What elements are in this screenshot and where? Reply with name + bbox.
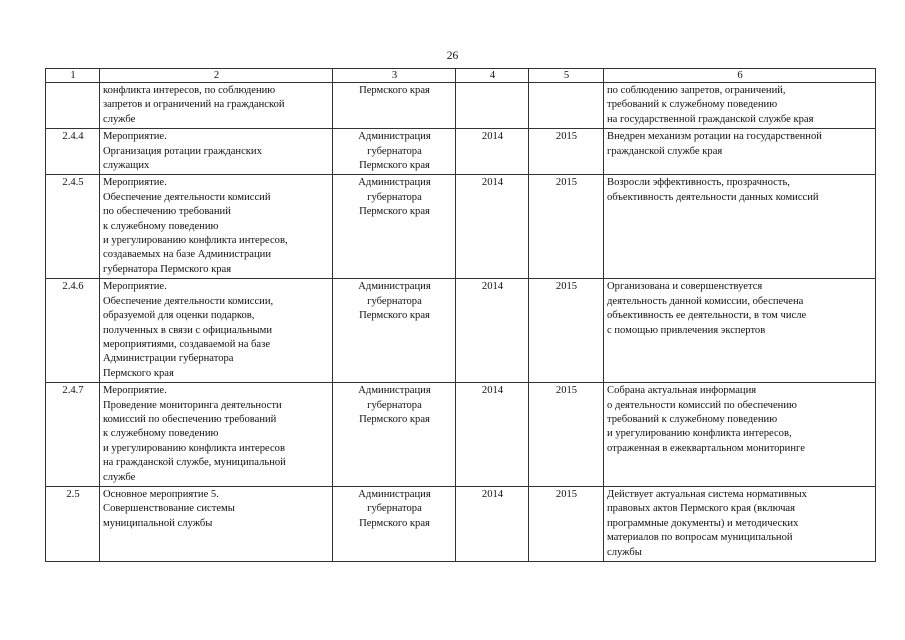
measure-cell: Мероприятие. Проведение мониторинга деятельности комиссий по обеспечению требований к служебному поведению и урегулированию конфликта интересов на гражданской службе, муниципальной службе: [100, 383, 333, 487]
header-cell-measure: 2: [100, 69, 333, 83]
executor-cell: Администрация губернатора Пермского края: [333, 175, 456, 279]
row-number-cell: [46, 83, 100, 129]
header-cell-start-year: 4: [456, 69, 529, 83]
start-year-cell: 2014: [456, 129, 529, 175]
table-row: [46, 175, 876, 279]
row-number-cell: 2.4.6: [46, 279, 100, 383]
end-year-cell: 2015: [529, 129, 604, 175]
executor-cell: Пермского края: [333, 83, 456, 129]
table-row: [46, 383, 876, 487]
header-cell-number: 1: [46, 69, 100, 83]
start-year-cell: 2014: [456, 383, 529, 487]
header-cell-end-year: 5: [529, 69, 604, 83]
result-cell: Собрана актуальная информация о деятельности комиссий по обеспечению требований к служебному поведению и урегулированию конфликта интересов, отраженная в ежеквартальном мониторинге: [604, 383, 876, 487]
result-cell: по соблюдению запретов, ограничений, требований к служебному поведению на государственной гражданской службе края: [604, 83, 876, 129]
row-number-cell: 2.4.4: [46, 129, 100, 175]
measure-cell: Основное мероприятие 5. Совершенствование системы муниципальной службы: [100, 486, 333, 561]
table-row: [46, 486, 876, 561]
header-cell-result: 6: [604, 69, 876, 83]
measure-cell: Мероприятие. Обеспечение деятельности комиссии, образуемой для оценки подарков, полученных в связи с официальными мероприятиями, создаваемой на базе Администрации губернатора Пермского края: [100, 279, 333, 383]
executor-cell: Администрация губернатора Пермского края: [333, 486, 456, 561]
page-number: 26: [446, 50, 459, 62]
result-cell: Действует актуальная система нормативных правовых актов Пермского края (включая программные документы) и методических материалов по вопросам муниципальной службы: [604, 486, 876, 561]
measure-cell: конфликта интересов, по соблюдению запретов и ограничений на гражданской службе: [100, 83, 333, 129]
header-cell-executor: 3: [333, 69, 456, 83]
end-year-cell: [529, 83, 604, 129]
start-year-cell: 2014: [456, 279, 529, 383]
result-cell: Внедрен механизм ротации на государственной гражданской службе края: [604, 129, 876, 175]
row-number-cell: 2.4.5: [46, 175, 100, 279]
start-year-cell: 2014: [456, 486, 529, 561]
result-cell: Организована и совершенствуется деятельность данной комиссии, обеспечена объективность ее деятельности, в том числе с помощью привлечения экспертов: [604, 279, 876, 383]
row-number-cell: 2.5: [46, 486, 100, 561]
measure-cell: Мероприятие. Организация ротации гражданских служащих: [100, 129, 333, 175]
table-row: [46, 279, 876, 383]
row-number-cell: 2.4.7: [46, 383, 100, 487]
executor-cell: Администрация губернатора Пермского края: [333, 383, 456, 487]
end-year-cell: 2015: [529, 486, 604, 561]
end-year-cell: 2015: [529, 175, 604, 279]
table-row: [46, 83, 876, 129]
result-cell: Возросли эффективность, прозрачность, объективность деятельности данных комиссий: [604, 175, 876, 279]
table-header-row: [46, 69, 876, 83]
table-row: [46, 129, 876, 175]
end-year-cell: 2015: [529, 383, 604, 487]
executor-cell: Администрация губернатора Пермского края: [333, 129, 456, 175]
executor-cell: Администрация губернатора Пермского края: [333, 279, 456, 383]
program-measures-table: [45, 68, 876, 562]
measure-cell: Мероприятие. Обеспечение деятельности комиссий по обеспечению требований к служебному поведению и урегулированию конфликта интересов, создаваемых на базе Администрации губернатора Пермского края: [100, 175, 333, 279]
start-year-cell: [456, 83, 529, 129]
end-year-cell: 2015: [529, 279, 604, 383]
start-year-cell: 2014: [456, 175, 529, 279]
